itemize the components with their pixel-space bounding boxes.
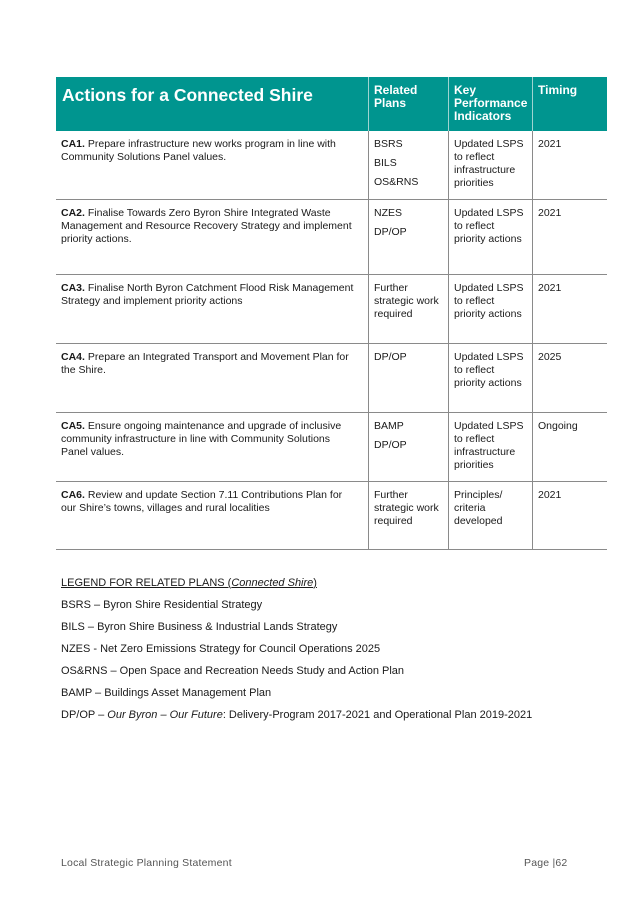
kpi-cell: Updated LSPS to reflect priority actions	[448, 275, 532, 343]
action-code: CA4.	[61, 351, 85, 363]
legend-title-suffix: )	[313, 577, 317, 589]
legend-item: BAMP – Buildings Asset Management Plan	[61, 687, 272, 699]
legend-item: BSRS – Byron Shire Residential Strategy	[61, 599, 263, 611]
action-cell	[56, 200, 368, 274]
legend-item-suffix: : Delivery-Program 2017-2021 and Operational Plan 2019-2021	[222, 709, 533, 721]
plan-ref: DP/OP	[374, 351, 407, 363]
table-row	[56, 344, 607, 413]
timing-cell: 2021	[532, 200, 607, 274]
kpi-cell: Updated LSPS to reflect infrastructure priorities	[448, 131, 532, 199]
legend-item-prefix: DP/OP –	[61, 709, 108, 721]
legend-title	[61, 576, 532, 590]
plan-ref: Further strategic work required	[374, 489, 439, 527]
action-cell	[56, 344, 368, 412]
header-timing: Timing	[532, 77, 607, 131]
timing-cell: 2025	[532, 344, 607, 412]
legend-item-italic: Our Byron – Our Future	[107, 709, 223, 721]
action-code: CA5.	[61, 420, 85, 432]
plans-cell	[368, 200, 448, 274]
plan-ref: BILS	[374, 157, 397, 169]
table-row	[56, 413, 607, 482]
action-code: CA3.	[61, 282, 85, 294]
action-code: CA1.	[61, 138, 85, 150]
footer-document-title: Local Strategic Planning Statement	[61, 857, 232, 869]
kpi-cell: Updated LSPS to reflect priority actions	[448, 200, 532, 274]
timing-cell: 2021	[532, 482, 607, 549]
plans-cell	[368, 413, 448, 481]
legend-title-italic: Connected Shire	[231, 577, 314, 589]
table-row	[56, 131, 607, 200]
footer-page-number: Page |62	[524, 857, 568, 869]
action-text: Prepare infrastructure new works program in line with Community Solutions Panel values.	[61, 138, 336, 163]
legend-item	[61, 708, 532, 722]
action-cell	[56, 275, 368, 343]
table-title: Actions for a Connected Shire	[62, 85, 313, 105]
action-text: Finalise Towards Zero Byron Shire Integrated Waste Management and Resource Recovery Strategy and implement priority actions.	[61, 207, 352, 245]
action-code: CA2.	[61, 207, 85, 219]
header-kpi: Key Performance Indicators	[448, 77, 532, 131]
action-cell	[56, 482, 368, 549]
plans-cell	[368, 482, 448, 549]
actions-table	[56, 77, 607, 550]
action-code: CA6.	[61, 489, 85, 501]
action-text: Review and update Section 7.11 Contributions Plan for our Shire’s towns, villages and rural localities	[61, 489, 343, 514]
plan-ref: OS&RNS	[374, 176, 419, 188]
plan-ref: DP/OP	[374, 226, 407, 238]
plan-ref: BSRS	[374, 138, 403, 150]
plan-ref: DP/OP	[374, 439, 407, 451]
table-row	[56, 275, 607, 344]
legend-title-prefix: LEGEND FOR RELATED PLANS (	[61, 577, 232, 589]
plan-ref: Further strategic work required	[374, 282, 439, 320]
timing-cell: 2021	[532, 131, 607, 199]
action-text: Ensure ongoing maintenance and upgrade of inclusive community infrastructure in line with Community Solutions Panel values.	[61, 420, 342, 458]
legend-item: NZES - Net Zero Emissions Strategy for Council Operations 2025	[61, 643, 381, 655]
legend	[61, 576, 532, 730]
action-text: Finalise North Byron Catchment Flood Risk Management Strategy and implement priority actions	[61, 282, 354, 307]
plans-cell	[368, 131, 448, 199]
table-header	[56, 77, 607, 131]
plans-cell	[368, 344, 448, 412]
table-row	[56, 200, 607, 275]
plans-cell	[368, 275, 448, 343]
timing-cell: Ongoing	[532, 413, 607, 481]
kpi-cell: Principles/ criteria developed	[448, 482, 532, 549]
action-cell	[56, 131, 368, 199]
legend-item: OS&RNS – Open Space and Recreation Needs Study and Action Plan	[61, 665, 405, 677]
table-row	[56, 482, 607, 550]
action-text: Prepare an Integrated Transport and Movement Plan for the Shire.	[61, 351, 349, 376]
plan-ref: NZES	[374, 207, 403, 219]
kpi-cell: Updated LSPS to reflect infrastructure priorities	[448, 413, 532, 481]
legend-item: BILS – Byron Shire Business & Industrial Lands Strategy	[61, 621, 338, 633]
kpi-cell: Updated LSPS to reflect priority actions	[448, 344, 532, 412]
timing-cell: 2021	[532, 275, 607, 343]
header-related-plans: Related Plans	[368, 77, 448, 131]
action-cell	[56, 413, 368, 481]
plan-ref: BAMP	[374, 420, 404, 432]
